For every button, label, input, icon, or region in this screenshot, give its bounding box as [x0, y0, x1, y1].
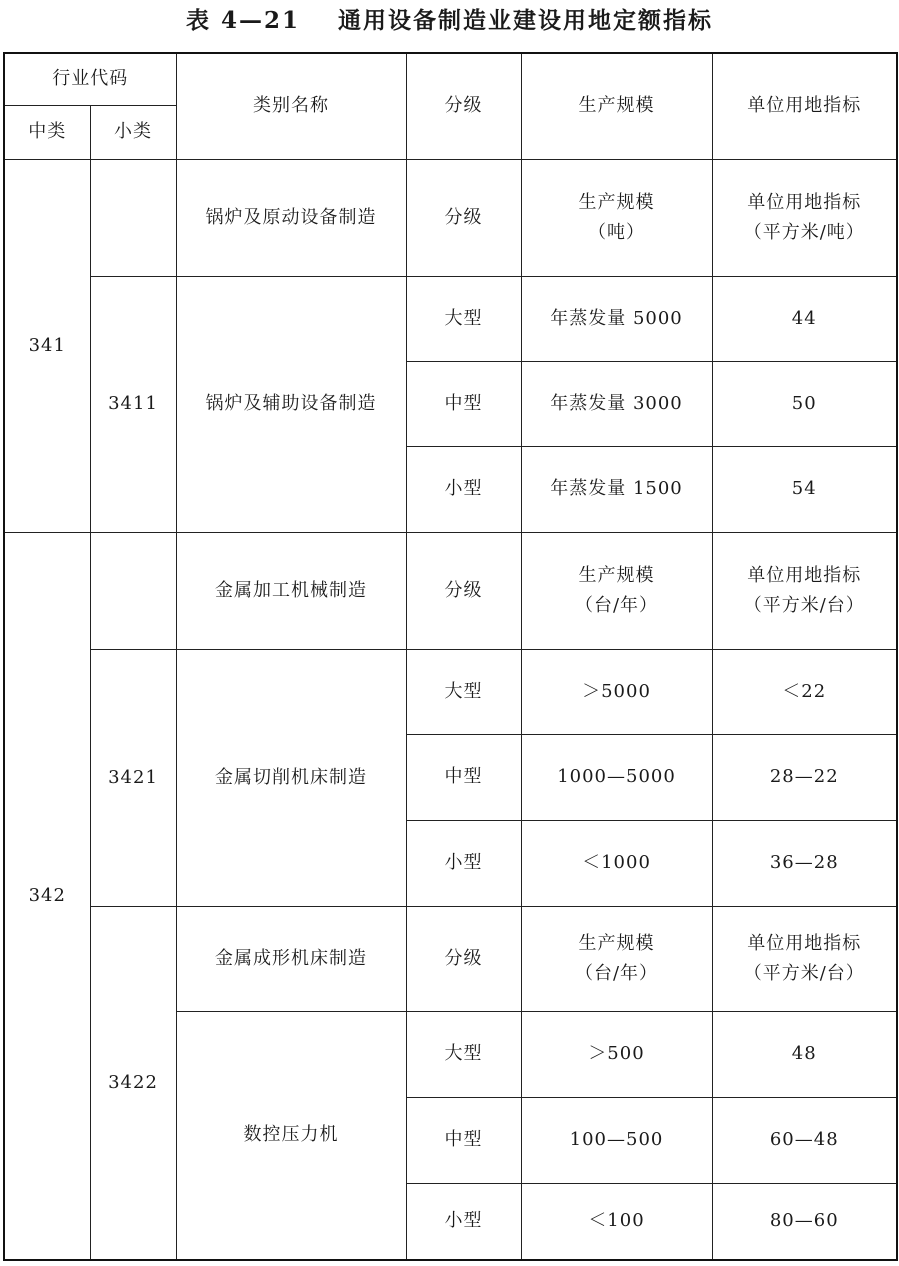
scale-cell: ＞5000 [521, 649, 712, 734]
grade-cell: 分级 [406, 532, 521, 649]
scale-cell: ＜100 [521, 1183, 712, 1260]
category-name: 数控压力机 [176, 1011, 406, 1260]
grade-cell: 大型 [406, 276, 521, 361]
scale-label: 生产规模 [578, 191, 655, 213]
grade-cell: 小型 [406, 1183, 521, 1260]
grade-cell: 小型 [406, 820, 521, 906]
header-industry-code: 行业代码 [4, 53, 176, 105]
category-name: 锅炉及原动设备制造 [176, 159, 406, 276]
table-title [0, 4, 899, 38]
grade-cell: 分级 [406, 906, 521, 1011]
grade-cell: 分级 [406, 159, 521, 276]
grade-cell: 大型 [406, 1011, 521, 1097]
index-cell: 48 [712, 1011, 897, 1097]
index-cell [712, 532, 897, 649]
index-cell: 54 [712, 446, 897, 532]
scale-cell: ＜1000 [521, 820, 712, 906]
scale-unit: （吨） [588, 221, 645, 243]
table-row [4, 276, 897, 361]
header-category-name: 类别名称 [176, 53, 406, 159]
grade-cell: 小型 [406, 446, 521, 532]
small-class-code: 3421 [90, 649, 176, 906]
scale-label: 生产规模 [578, 564, 655, 586]
index-label: 单位用地指标 [747, 564, 862, 586]
index-cell: 50 [712, 361, 897, 446]
scale-unit: （台/年） [574, 594, 659, 616]
scale-cell: ＞500 [521, 1011, 712, 1097]
scale-cell [521, 532, 712, 649]
index-cell: 60—48 [712, 1097, 897, 1183]
index-cell [712, 906, 897, 1011]
grade-cell: 大型 [406, 649, 521, 734]
index-unit: （平方米/吨） [743, 221, 865, 243]
index-cell: 28—22 [712, 734, 897, 820]
scale-cell [521, 159, 712, 276]
scale-cell: 年蒸发量 5000 [521, 276, 712, 361]
category-name: 金属加工机械制造 [176, 532, 406, 649]
index-cell: 44 [712, 276, 897, 361]
scale-cell: 年蒸发量 3000 [521, 361, 712, 446]
small-class-code-empty [90, 159, 176, 276]
index-label: 单位用地指标 [747, 191, 862, 213]
index-cell [712, 159, 897, 276]
middle-class-code: 342 [4, 532, 90, 1260]
scale-unit: （台/年） [574, 962, 659, 984]
table-row [4, 649, 897, 734]
header-middle-class: 中类 [4, 105, 90, 159]
table-row [4, 906, 897, 1011]
scale-cell [521, 906, 712, 1011]
index-unit: （平方米/台） [743, 962, 865, 984]
scale-cell: 年蒸发量 1500 [521, 446, 712, 532]
table-row [4, 159, 897, 276]
table-number: 表 4—21 [185, 7, 301, 34]
table-row [4, 532, 897, 649]
header-row-1 [4, 53, 897, 105]
grade-cell: 中型 [406, 361, 521, 446]
scale-cell: 1000—5000 [521, 734, 712, 820]
category-name: 金属切削机床制造 [176, 649, 406, 906]
header-small-class: 小类 [90, 105, 176, 159]
index-cell: 80—60 [712, 1183, 897, 1260]
middle-class-code: 341 [4, 159, 90, 532]
index-label: 单位用地指标 [747, 932, 862, 954]
category-name: 金属成形机床制造 [176, 906, 406, 1011]
scale-cell: 100—500 [521, 1097, 712, 1183]
header-grade: 分级 [406, 53, 521, 159]
category-name: 锅炉及辅助设备制造 [176, 276, 406, 532]
scale-label: 生产规模 [578, 932, 655, 954]
small-class-code-empty [90, 532, 176, 649]
index-unit: （平方米/台） [743, 594, 865, 616]
index-cell: 36—28 [712, 820, 897, 906]
land-quota-table [3, 52, 898, 1261]
small-class-code: 3411 [90, 276, 176, 532]
table-caption: 通用设备制造业建设用地定额指标 [338, 7, 714, 34]
grade-cell: 中型 [406, 734, 521, 820]
header-land-index: 单位用地指标 [712, 53, 897, 159]
index-cell: ＜22 [712, 649, 897, 734]
small-class-code: 3422 [90, 906, 176, 1260]
grade-cell: 中型 [406, 1097, 521, 1183]
header-scale: 生产规模 [521, 53, 712, 159]
